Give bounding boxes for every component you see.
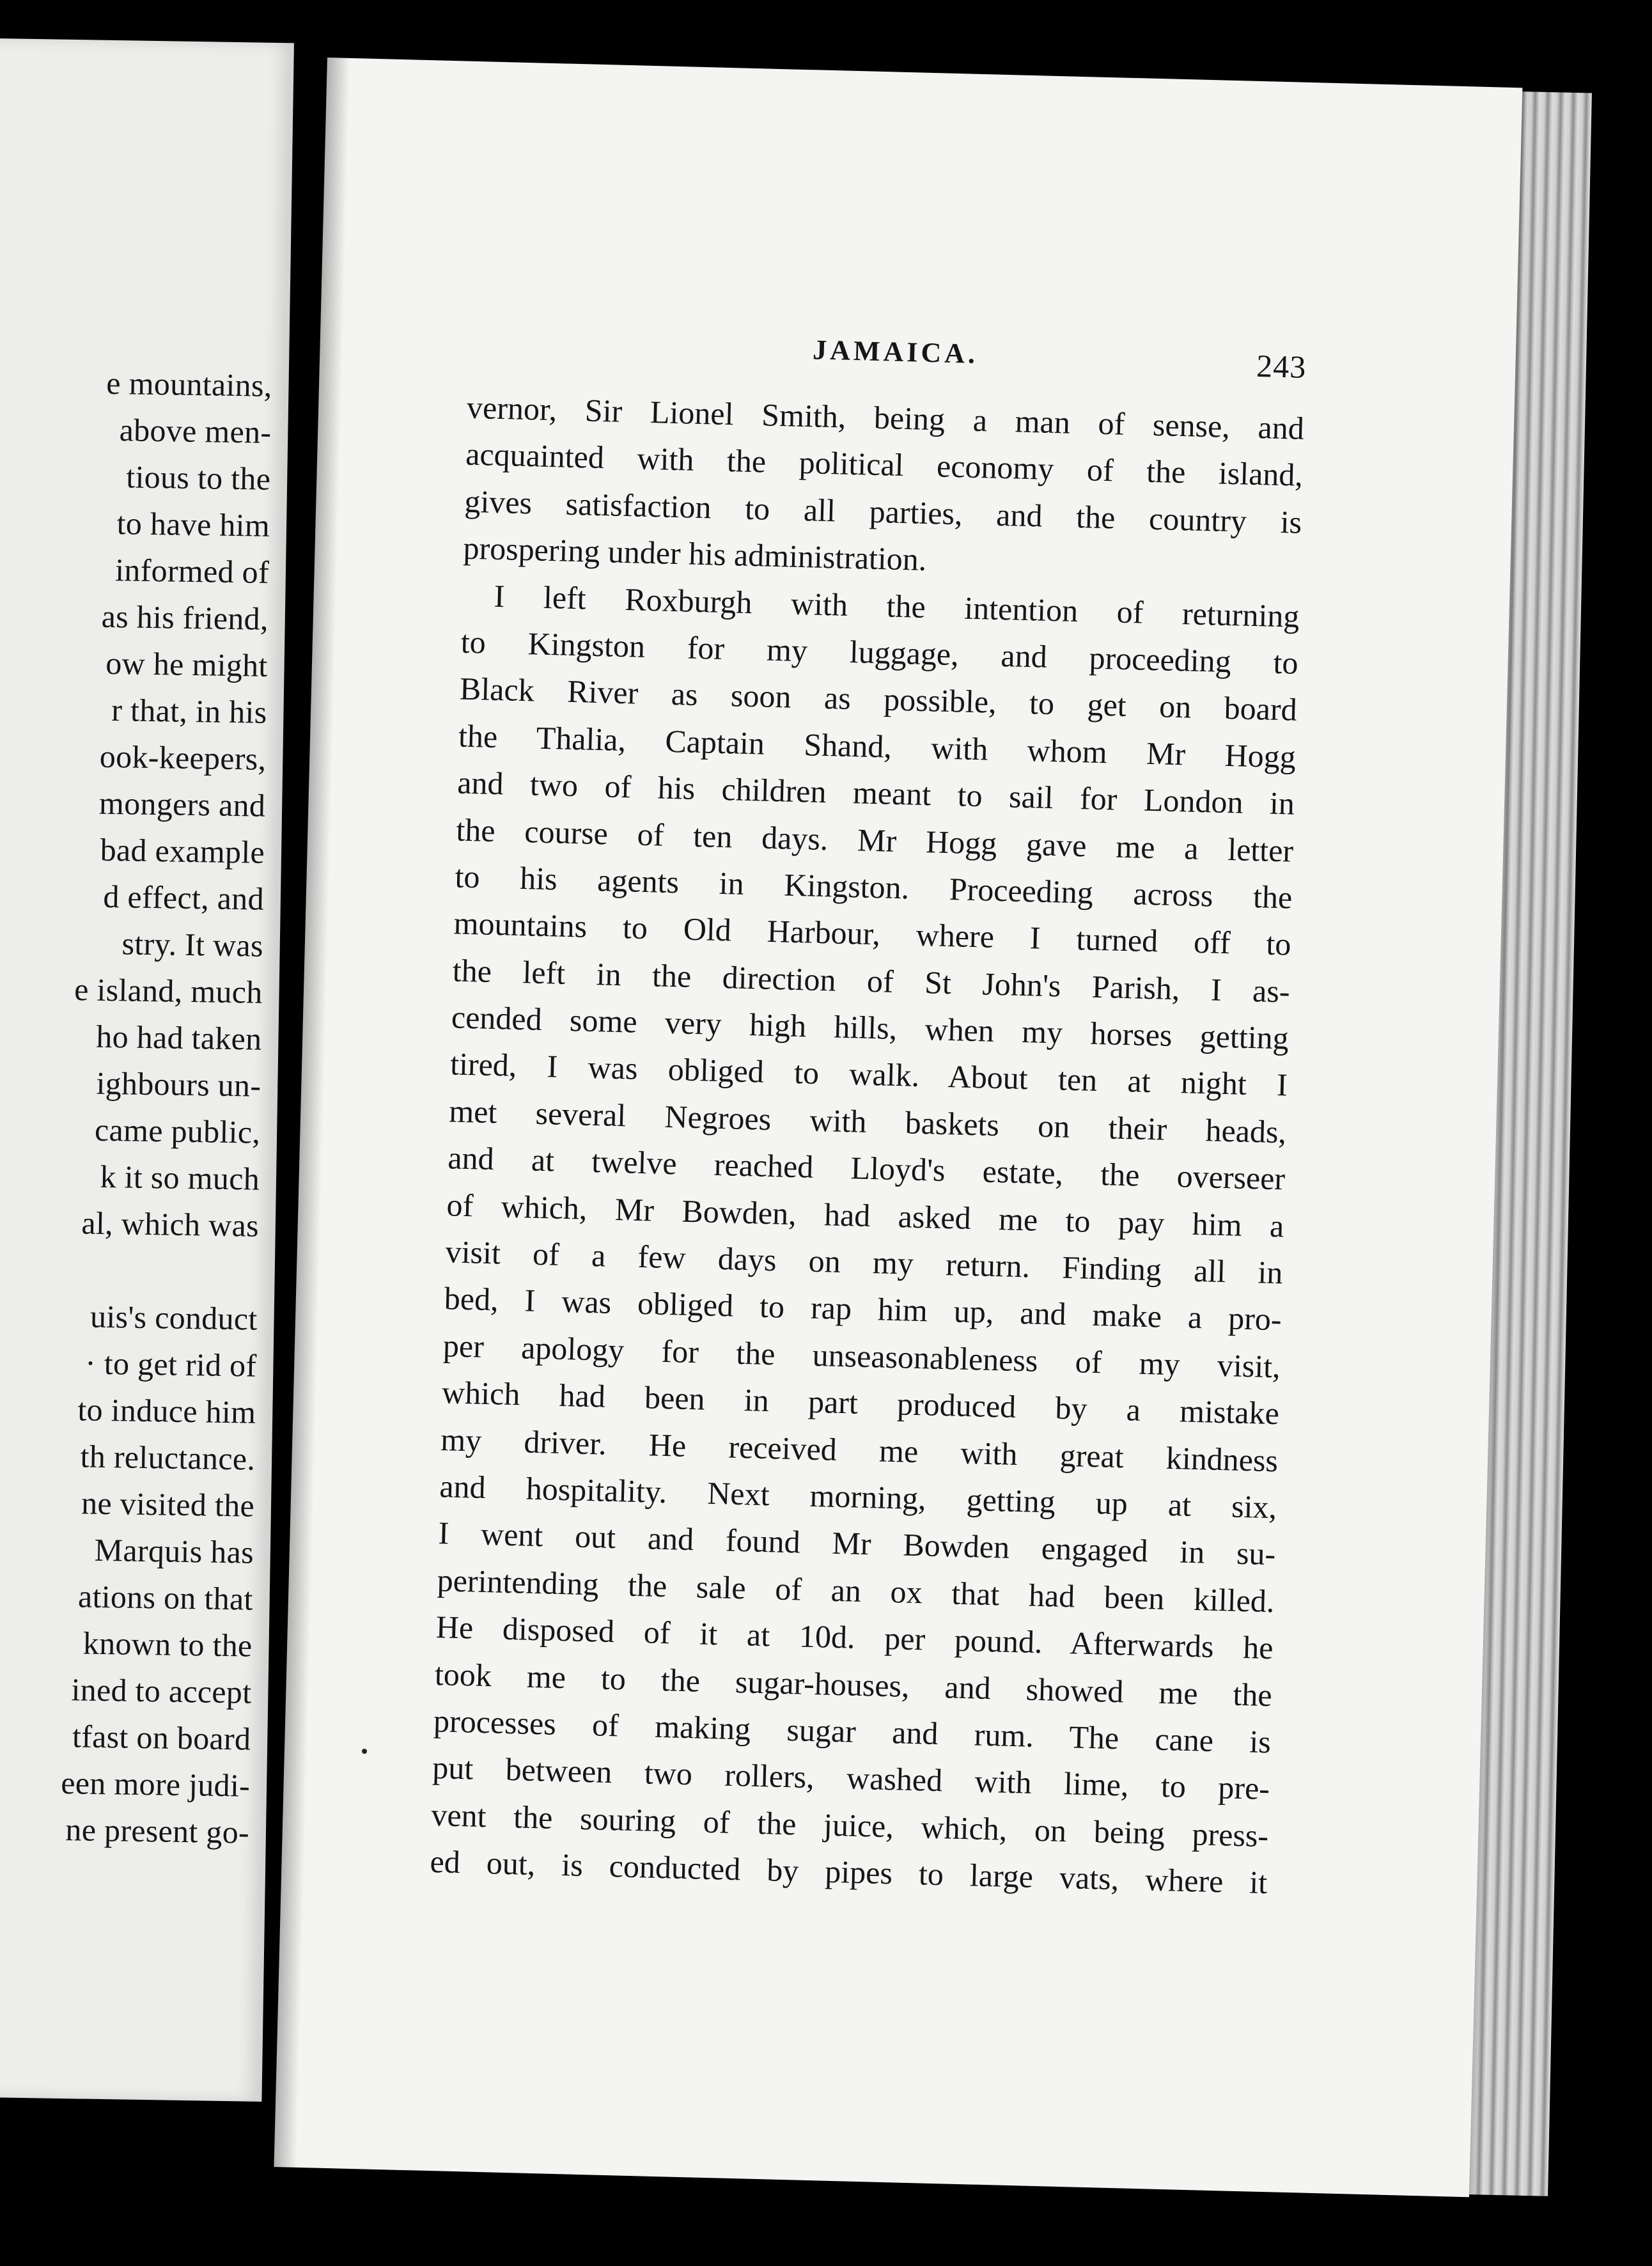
left-page-line: to have him: [116, 505, 270, 543]
left-page-line: tfast on board: [72, 1718, 251, 1757]
body-line: I left Roxburgh with the intention of returning: [494, 577, 1300, 634]
body-line: He disposed of it at 10d. per pound. Afterwards he: [435, 1609, 1274, 1666]
left-page: [0, 38, 294, 2102]
left-page-line: e island, much: [74, 971, 263, 1010]
body-line: gives satisfaction to all parties, and the country is: [464, 483, 1302, 540]
body-line: I went out and found Mr Bowden engaged in su-: [437, 1515, 1276, 1572]
body-line: bed, I was obliged to rap him up, and make a pro-: [444, 1280, 1282, 1338]
left-page-line: r that, in his: [111, 692, 267, 730]
body-line: and at twelve reached Lloyd's estate, the overseer: [447, 1139, 1286, 1197]
left-page-line: · to get rid of: [84, 1345, 257, 1384]
body-line: Black River as soon as possible, to get on board: [459, 670, 1298, 728]
body-line: my driver. He received me with great kindness: [440, 1421, 1279, 1478]
body-line: tired, I was obliged to walk. About ten at night I: [449, 1045, 1288, 1103]
left-page-line: bad example: [100, 831, 265, 870]
left-page-line: as his friend,: [101, 598, 269, 637]
left-page-line: to induce him: [77, 1391, 256, 1430]
body-line: put between two rollers, washed with lime, to pre-: [432, 1749, 1270, 1807]
body-line: to his agents in Kingston. Proceeding across the: [454, 858, 1293, 916]
left-page-line: al, which was: [81, 1205, 260, 1244]
body-line: vernor, Sir Lionel Smith, being a man of sense, and: [466, 389, 1305, 446]
body-line: to Kingston for my luggage, and proceeding to: [460, 623, 1299, 681]
left-page-line: ow he might: [105, 645, 269, 684]
running-title: JAMAICA.: [812, 334, 979, 370]
body-line: per apology for the unseasonableness of my visit,: [442, 1327, 1281, 1385]
left-page-line: stry. It was: [121, 925, 264, 964]
left-page-line: above men-: [119, 412, 272, 450]
left-page-line: uis's conduct: [90, 1298, 258, 1337]
left-page-line: e mountains,: [105, 364, 272, 403]
body-line: vent the souring of the juice, which, on being press-: [430, 1796, 1269, 1854]
left-page-line: came public,: [94, 1111, 261, 1150]
left-page-line: ined to accept: [71, 1671, 252, 1710]
page-number: 243: [1256, 347, 1307, 385]
left-page-line: tious to the: [125, 458, 271, 497]
left-page-line: ho had taken: [95, 1018, 262, 1057]
body-line: the Thalia, Captain Shand, with whom Mr Hogg: [458, 717, 1297, 775]
body-line: the left in the direction of St John's Parish, I as-: [452, 952, 1291, 1010]
margin-dot: [362, 1749, 367, 1754]
body-line: of which, Mr Bowden, had asked me to pay him a: [446, 1186, 1284, 1244]
body-line: met several Negroes with baskets on their heads,: [448, 1093, 1287, 1150]
left-page-line: [0, 1245, 258, 1296]
body-line: prospering under his administration.: [462, 529, 928, 578]
body-line: cended some very high hills, when my horses getting: [451, 999, 1290, 1056]
left-page-line: k it so much: [100, 1158, 260, 1197]
body-line: took me to the sugar-houses, and showed me the: [434, 1655, 1273, 1713]
body-line: and hospitality. Next morning, getting up at six,: [439, 1468, 1277, 1526]
left-page-line: mongers and: [98, 785, 266, 824]
left-page-line: ook-keepers,: [99, 738, 267, 777]
body-line: perintending the sale of an ox that had been killed.: [437, 1561, 1275, 1620]
right-page: [274, 58, 1522, 2197]
body-line: processes of making sugar and rum. The cane is: [433, 1702, 1272, 1760]
left-page-text: [0, 358, 272, 1856]
body-line: the course of ten days. Mr Hogg gave me a letter: [455, 811, 1294, 869]
left-page-line: informed of: [114, 552, 270, 590]
left-page-line: Marquis has: [94, 1531, 254, 1570]
left-page-line: ations on that: [77, 1578, 254, 1617]
body-line: visit of a few days on my return. Finding all in: [445, 1233, 1284, 1291]
left-page-line: known to the: [82, 1625, 253, 1664]
left-page-line: een more judi-: [60, 1764, 251, 1804]
body-line: which had been in part produced by a mistake: [441, 1374, 1280, 1432]
body-text: [430, 384, 1305, 1907]
body-line: mountains to Old Harbour, where I turned off to: [453, 905, 1292, 962]
body-line: and two of his children meant to sail for London in: [456, 764, 1295, 822]
left-page-line: ne present go-: [65, 1811, 250, 1850]
left-page-line: ne visited the: [81, 1485, 255, 1524]
body-line: ed out, is conducted by pipes to large vats, where it: [429, 1843, 1268, 1901]
left-page-line: ighbours un-: [96, 1065, 261, 1104]
body-line: acquainted with the political economy of the island,: [465, 436, 1304, 494]
left-page-line: d effect, and: [103, 878, 265, 917]
left-page-line: th reluctance.: [80, 1438, 256, 1477]
